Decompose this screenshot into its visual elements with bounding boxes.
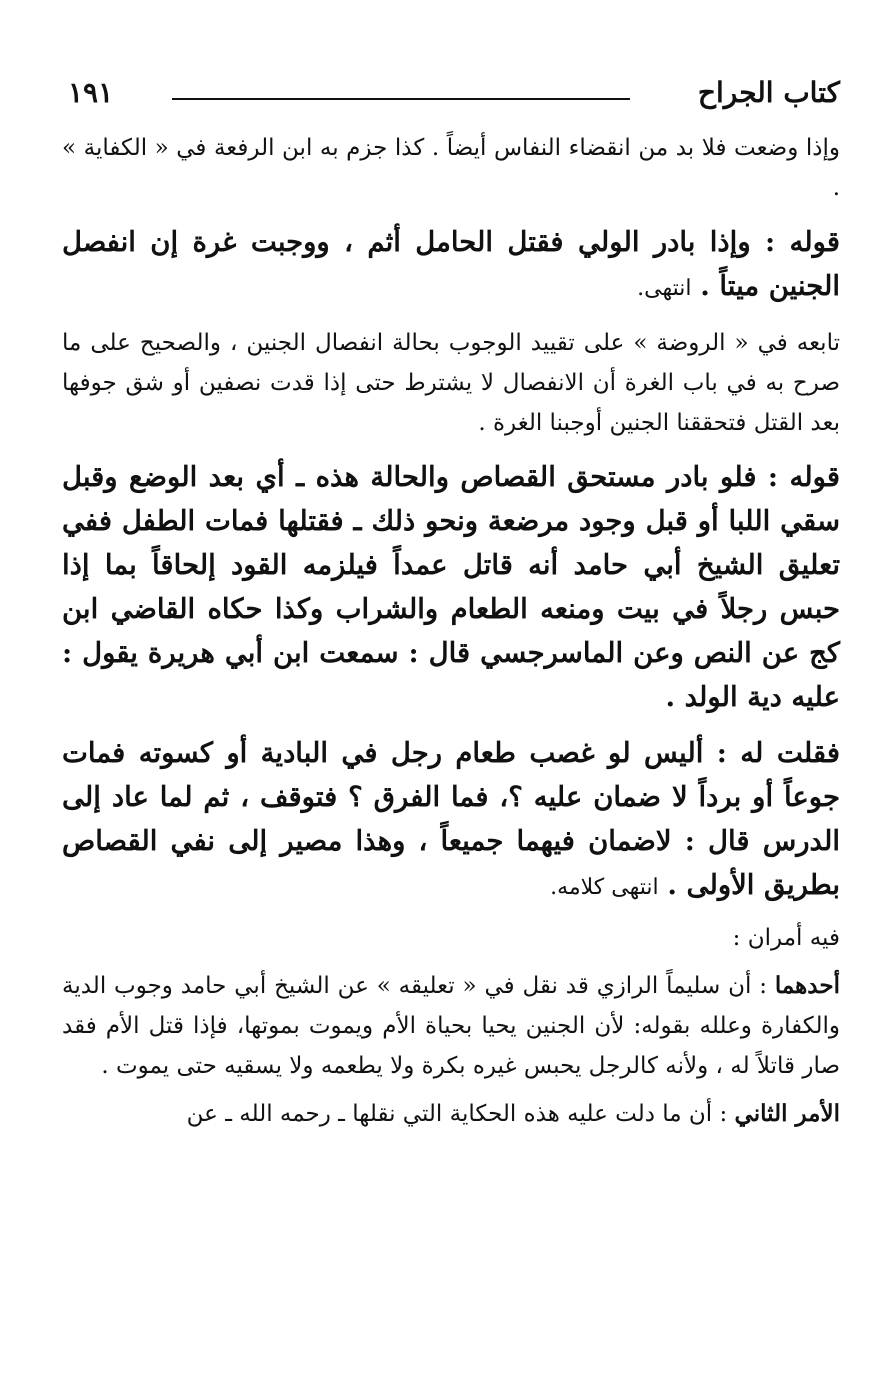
lead-word: الأمر الثاني bbox=[734, 1100, 840, 1127]
paragraph-3: تابعه في « الروضة » على تقييد الوجوب بحالة انفصال الجنين ، والصحيح على ما صرح به في باب الغرة أن الانفصال لا يشترط حتى إذا قدت نصفين أو شق جوفها بعد القتل فتحققنا الجنين أوجبنا الغرة . bbox=[62, 330, 840, 436]
ending-note: انتهى. bbox=[637, 276, 692, 301]
paragraph-text: : أن سليماً الرازي قد نقل في « تعليقه » عن الشيخ أبي حامد وجوب الدية والكفارة وعلله بقوله: لأن الجنين يحيا بحياة الأم ويموت بموتها، فإذا قتل الأم فقد صار قاتلاً له ، ولأنه كالرجل يحبس غيره بكرة ولا يطعمه ولا يسقيه حتى يموت . bbox=[62, 973, 840, 1079]
paragraph-4 bbox=[62, 455, 840, 719]
running-title: كتاب الجراح bbox=[697, 76, 840, 109]
page-header bbox=[62, 70, 840, 120]
quoted-text: فقلت له : أليس لو غصب طعام رجل في البادية أو كسوته فمات جوعاً أو برداً لا ضمان عليه ؟، فما الفرق ؟ فتوقف ، ثم لما عاد إلى الدرس قال : لاضمان فيهما جميعاً ، وهذا مصير إلى نفي القصاص بطريق الأولى . bbox=[62, 737, 840, 901]
header-rule bbox=[172, 98, 630, 100]
paragraph-2 bbox=[62, 220, 840, 311]
paragraph-text: : أن ما دلت عليه هذه الحكاية التي نقلها ـ رحمه الله ـ عن bbox=[186, 1101, 735, 1127]
paragraph-1: وإذا وضعت فلا بد من انقضاء النفاس أيضاً . كذا جزم به ابن الرفعة في « الكفاية » . bbox=[62, 135, 840, 201]
ending-note: انتهى كلامه. bbox=[550, 875, 659, 900]
lead-word: أحدهما bbox=[774, 972, 840, 999]
quoted-text: قوله : فلو بادر مستحق القصاص والحالة هذه ـ أي بعد الوضع وقبل سقي اللبا أو قبل وجود مرضعة ونحو ذلك ـ فقتلها فمات الطفل ففي تعليق الشيخ أبي حامد أنه قاتل عمداً فيلزمه القود إلحاقاً بما إذا حبس رجلاً في بيت ومنعه الطعام والشراب وكذا حكاه القاضي ابن كج عن النص وعن الماسرجسي قال : سمعت ابن أبي هريرة يقول : عليه دية الولد . bbox=[62, 461, 840, 713]
paragraph-8 bbox=[62, 1094, 840, 1134]
paragraph-7 bbox=[62, 966, 840, 1086]
page-number: ١٩١ bbox=[68, 76, 114, 109]
quoted-text: قوله : وإذا بادر الولي فقتل الحامل أثم ، ووجبت غرة إن انفصل الجنين ميتاً . bbox=[62, 226, 840, 302]
document-page bbox=[62, 70, 840, 1134]
paragraph-5 bbox=[62, 731, 840, 910]
paragraph-6: فيه أمران : bbox=[732, 925, 840, 951]
